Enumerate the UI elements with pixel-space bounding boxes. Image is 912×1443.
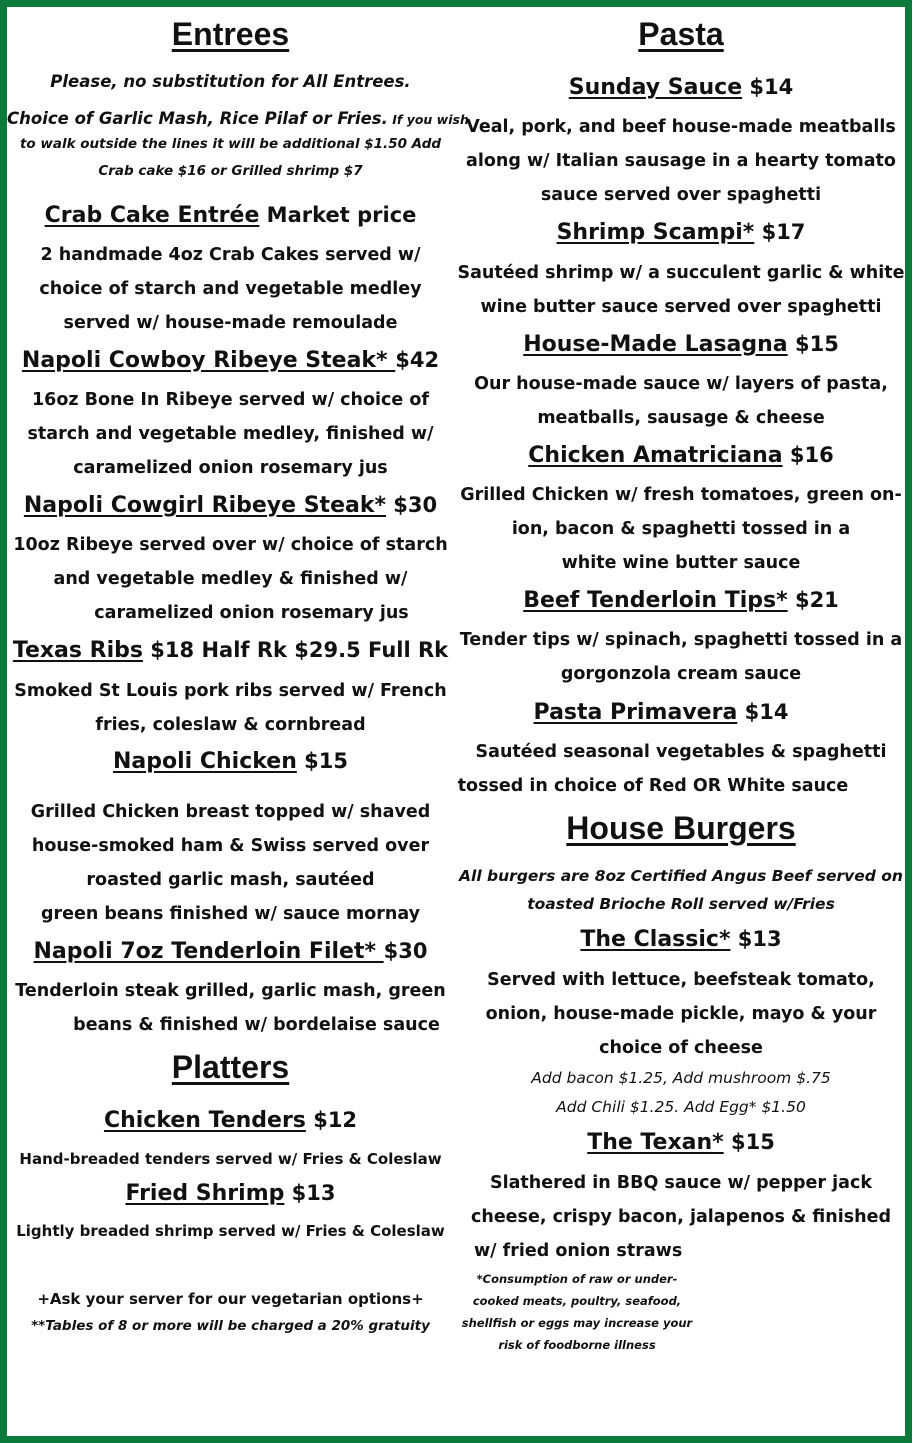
gratuity-note: **Tables of 8 or more will be charged a 20% gratuity [31,1318,430,1334]
item-desc-line: Grilled Chicken breast topped w/ shaved [30,802,431,822]
item-name: Napoli Chicken [112,749,297,774]
disclaimer-line: cooked meats, poultry, seafood, [472,1294,682,1308]
item-name: Napoli 7oz Tenderloin Filet* [33,939,384,964]
menu-item-the-classic [457,927,905,952]
item-name: Beef Tenderloin Tips* [523,588,788,613]
item-name: Texas Ribs [12,638,143,663]
entrees-note-additional: to walk outside the lines it will be additional $1.50 Add [19,136,442,152]
menu-item-napoli-chicken [7,749,454,774]
item-desc-line: Tenderloin steak grilled, garlic mash, green [15,981,446,1001]
item-addon-line: Add Chili $1.25. Add Egg* $1.50 [556,1098,806,1116]
disclaimer-line: shellfish or eggs may increase your [461,1316,693,1330]
entrees-note-addons: Crab cake $16 or Grilled shrimp $7 [98,163,363,179]
item-name: Chicken Amatriciana [528,443,783,468]
item-desc-line: roasted garlic mash, sautéed [86,870,375,890]
item-price: $17 [754,220,806,244]
menu-item-crab-cake [7,203,454,228]
item-price: $18 Half Rk $29.5 Full Rk [142,638,449,662]
item-desc-line: sauce served over spaghetti [540,185,822,205]
item-desc-line: Sautéed seasonal vegetables & spaghetti [475,742,887,762]
item-desc-line: Slathered in BBQ sauce w/ pepper jack [490,1173,872,1193]
disclaimer-line: *Consumption of raw or under- [476,1272,678,1286]
burgers-note: toasted Brioche Roll served w/Fries [527,895,835,913]
item-desc-line: and vegetable medley & finished w/ [53,569,408,589]
item-desc-line: along w/ Italian sausage in a hearty tomato [466,151,896,171]
item-name: Napoli Cowboy Ribeye Steak* [21,348,396,373]
menu-item-texas-ribs [7,638,454,663]
item-name: Fried Shrimp [125,1181,285,1206]
item-name: The Classic* [580,927,731,952]
item-desc-line: white wine butter sauce [561,553,801,573]
item-desc-line: w/ fried onion straws [474,1241,683,1261]
item-desc-line: Our house-made sauce w/ layers of pasta, [474,374,888,394]
item-desc-line: Served with lettuce, beefsteak tomato, [487,970,875,990]
item-desc-line: tossed in choice of Red OR White sauce [457,776,849,796]
item-name: Napoli Cowgirl Ribeye Steak* [23,493,386,518]
burgers-note: All burgers are 8oz Certified Angus Beef served on [459,867,903,885]
item-desc-line: 10oz Ribeye served over w/ choice of starch [13,535,448,555]
item-desc-line: 16oz Bone In Ribeye served w/ choice of [31,390,430,410]
item-name: Sunday Sauce [568,75,743,100]
item-name: House-Made Lasagna [523,332,788,357]
item-desc-line: Tender tips w/ spinach, spaghetti tossed in a [459,630,903,650]
item-name: Pasta Primavera [533,700,738,725]
item-desc-line: fries, coleslaw & cornbread [95,715,366,735]
item-desc-line: starch and vegetable medley, finished w/ [27,424,434,444]
item-desc-line: onion, house-made pickle, mayo & your [485,1004,877,1024]
item-desc-line: house-smoked ham & Swiss served over [31,836,430,856]
item-desc-line: choice of starch and vegetable medley [39,279,422,299]
menu-item-tenderloin-filet [7,939,454,964]
item-desc-line: Hand-breaded tenders served w/ Fries & Coleslaw [19,1150,442,1168]
menu-item-shrimp-scampi [457,220,905,245]
item-desc-line: served w/ house-made remoulade [63,313,398,333]
platters-title: Platters [171,1049,290,1085]
menu-item-cowboy-ribeye [7,348,454,373]
item-desc-line: gorgonzola cream sauce [560,664,802,684]
item-addon-line: Add bacon $1.25, Add mushroom $.75 [531,1069,831,1087]
item-price: $13 [284,1181,336,1205]
item-name: Chicken Tenders [103,1108,306,1133]
item-price: $16 [782,443,834,467]
item-name: Shrimp Scampi* [556,220,755,245]
menu-item-beef-tenderloin-tips [457,588,905,613]
item-price: $12 [305,1108,358,1132]
entrees-note-sides-main: Choice of Garlic Mash, Rice Pilaf or Fries. [7,109,388,128]
menu-item-chicken-tenders [7,1108,454,1133]
entrees-title: Entrees [171,16,290,52]
item-price: $15 [787,332,839,356]
item-desc-line: beans & finished w/ bordelaise sauce [73,1015,440,1035]
item-price: $14 [737,700,789,724]
item-desc-line: caramelized onion rosemary jus [73,458,388,478]
menu-item-chicken-amatriciana [457,443,905,468]
item-price: $42 [395,348,440,372]
item-desc-line: wine butter sauce served over spaghetti [480,297,882,317]
menu-item-lasagna [457,332,905,357]
burgers-title: House Burgers [566,810,796,846]
menu-item-sunday-sauce [457,75,905,100]
item-price: $21 [787,588,839,612]
item-desc-line: choice of cheese [599,1038,763,1058]
item-desc-line: green beans finished w/ sauce mornay [40,904,421,924]
item-price: Market price [259,203,417,227]
item-price: $14 [742,75,794,99]
pasta-title: Pasta [638,16,724,52]
item-desc-line: Grilled Chicken w/ fresh tomatoes, green on- [460,485,902,505]
menu-item-pasta-primavera [417,700,905,725]
item-price: $13 [730,927,782,951]
item-desc-line: Lightly breaded shrimp served w/ Fries & Coleslaw [16,1222,445,1240]
menu-item-fried-shrimp [7,1181,454,1206]
item-price: $15 [723,1130,775,1154]
item-desc-line: meatballs, sausage & cheese [537,408,825,428]
item-desc-line: Veal, pork, and beef house-made meatballs [466,117,896,137]
menu-item-cowgirl-ribeye [7,493,454,518]
vegetarian-note: +Ask your server for our vegetarian options+ [37,1290,424,1308]
item-name: The Texan* [587,1130,724,1155]
item-desc-line: Sautéed shrimp w/ a succulent garlic & white [457,263,905,283]
item-desc-line: cheese, crispy bacon, jalapenos & finished [470,1207,892,1227]
entrees-note-sides-extra: If you wish [387,112,469,127]
item-price: $30 [383,939,428,963]
item-price: $30 [385,493,438,517]
item-desc-line: 2 handmade 4oz Crab Cakes served w/ [40,245,421,265]
item-desc-line: ion, bacon & spaghetti tossed in a [511,519,851,539]
menu-item-the-texan [457,1130,905,1155]
disclaimer-line: risk of foodborne illness [498,1338,656,1352]
item-price: $15 [296,749,349,773]
entrees-note-substitution: Please, no substitution for All Entrees. [50,72,411,91]
item-name: Crab Cake Entrée [44,203,260,228]
item-desc-line: Smoked St Louis pork ribs served w/ French [14,681,447,701]
item-desc-line: caramelized onion rosemary jus [94,603,409,623]
